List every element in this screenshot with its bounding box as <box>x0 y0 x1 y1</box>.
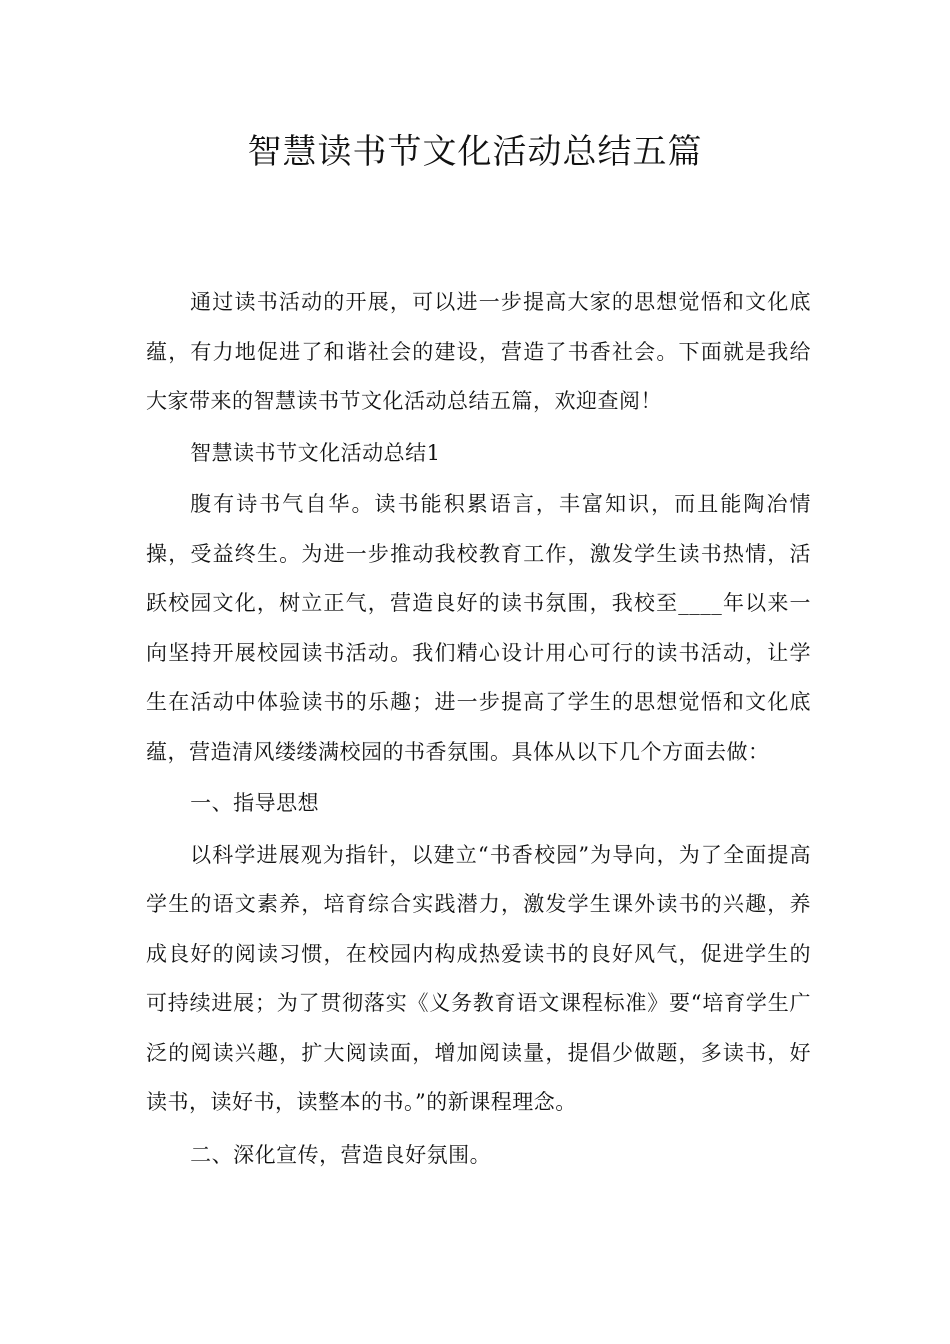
section-heading-guiding-thought: 一、指导思想 <box>190 791 320 815</box>
document-title: 智慧读书节文化活动总结五篇 <box>247 132 703 172</box>
document-body <box>146 278 811 1180</box>
guiding-thought-paragraph: 以科学进展观为指针，以建立“书香校园”为导向，为了全面提高学生的语文素养，培育综合实践潜力，激发学生课外读书的兴趣，养成良好的阅读习惯，在校园内构成热爱读书的良好风气，促进学生的可持续进展；为了贯彻落实《义务教育语文课程标准》要“培育学生广泛的阅读兴趣，扩大阅读面，增加阅读量，提倡少做题，多读书，好读书，读好书，读整本的书。”的新课程理念。 <box>146 842 811 1114</box>
section-heading-summary-1: 智慧读书节文化活动总结1 <box>190 440 441 465</box>
section-heading-publicity: 二、深化宣传，营造良好氛围。 <box>190 1142 492 1167</box>
intro-paragraph: 通过读书活动的开展，可以进一步提高大家的思想觉悟和文化底蕴，有力地促进了和谐社会的建设，营造了书香社会。下面就是我给大家带来的智慧读书节文化活动总结五篇，欢迎查阅！ <box>146 290 811 413</box>
summary-1-paragraph: 腹有诗书气自华。读书能积累语言，丰富知识，而且能陶冶情操，受益终生。为进一步推动我校教育工作，激发学生读书热情，活跃校园文化，树立正气，营造良好的读书氛围，我校至____年以来一向坚持开展校园读书活动。我们精心设计用心可行的读书活动，让学生在活动中体验读书的乐趣；进一步提高了学生的思想觉悟和文化底蕴，营造清风缕缕满校园的书香氛围。具体从以下几个方面去做： <box>146 492 811 764</box>
